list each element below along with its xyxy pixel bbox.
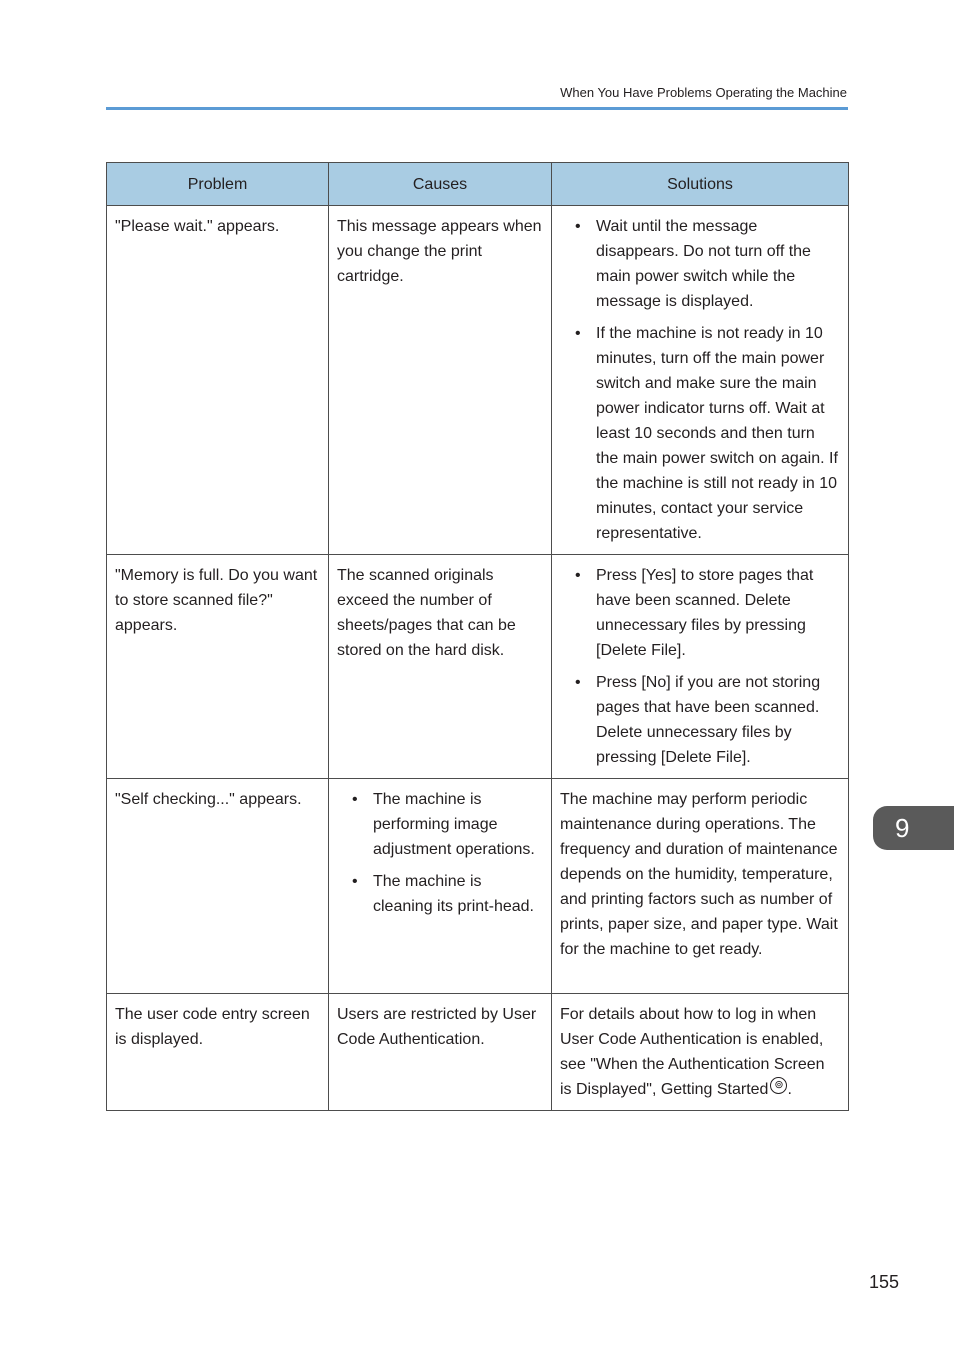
solution-cell: [552, 994, 849, 1111]
list-item: • Wait until the message disappears. Do not turn off the main power switch while the message is displayed.: [575, 218, 811, 310]
list-item: • If the machine is not ready in 10 minutes, turn off the main power switch and make sure the main power indicator turns off. Wait at least 10 seconds and then turn the main power switch on again. If the machine is still not ready in 10 minutes, contact your service representative.: [575, 325, 838, 542]
solutions-cell: [552, 206, 849, 555]
column-header-causes: Causes: [329, 163, 552, 206]
chapter-tab: 9: [873, 806, 954, 850]
list-item: • The machine is performing image adjustment operations.: [352, 791, 535, 858]
table-row: [107, 206, 849, 555]
page-number: 155: [868, 1272, 899, 1292]
problem-cell: "Self checking..." appears.: [107, 779, 329, 994]
cause-cell: Users are restricted by User Code Authentication.: [329, 994, 552, 1111]
causes-cell: [329, 779, 552, 994]
troubleshooting-table: [106, 162, 849, 1111]
list-item: • Press [Yes] to store pages that have been scanned. Delete unnecessary files by pressing [Delete File].: [575, 567, 814, 659]
solution-end: .: [787, 1081, 792, 1098]
solution-cell: The machine may perform periodic maintenance during operations. The frequency and duration of maintenance depends on the humidity, temperature, and printing factors such as number of prints, paper size, and paper type. Wait for the machine to get ready.: [552, 779, 849, 994]
table-row: [107, 779, 849, 994]
header-rule: [106, 107, 848, 110]
cause-cell: The scanned originals exceed the number of sheets/pages that can be stored on the hard disk.: [329, 555, 552, 779]
table-header-row: [107, 163, 849, 206]
disc-icon: ⊚: [770, 1077, 787, 1094]
problem-cell: The user code entry screen is displayed.: [107, 994, 329, 1111]
table-row: [107, 994, 849, 1111]
list-item: • Press [No] if you are not storing pages that have been scanned. Delete unnecessary files by pressing [Delete File].: [575, 674, 821, 766]
problem-cell: "Memory is full. Do you want to store scanned file?" appears.: [107, 555, 329, 779]
solution-text: For details about how to log in when User Code Authentication is enabled, see "When the Authentication Screen is Displayed", Getting Started: [560, 1006, 825, 1098]
column-header-problem: Problem: [107, 163, 329, 206]
solutions-cell: [552, 555, 849, 779]
column-header-solutions: Solutions: [552, 163, 849, 206]
table-row: [107, 555, 849, 779]
problem-cell: "Please wait." appears.: [107, 206, 329, 555]
running-header: When You Have Problems Operating the Machine: [560, 85, 847, 100]
list-item: • The machine is cleaning its print-head.: [352, 873, 534, 915]
cause-cell: This message appears when you change the print cartridge.: [329, 206, 552, 555]
